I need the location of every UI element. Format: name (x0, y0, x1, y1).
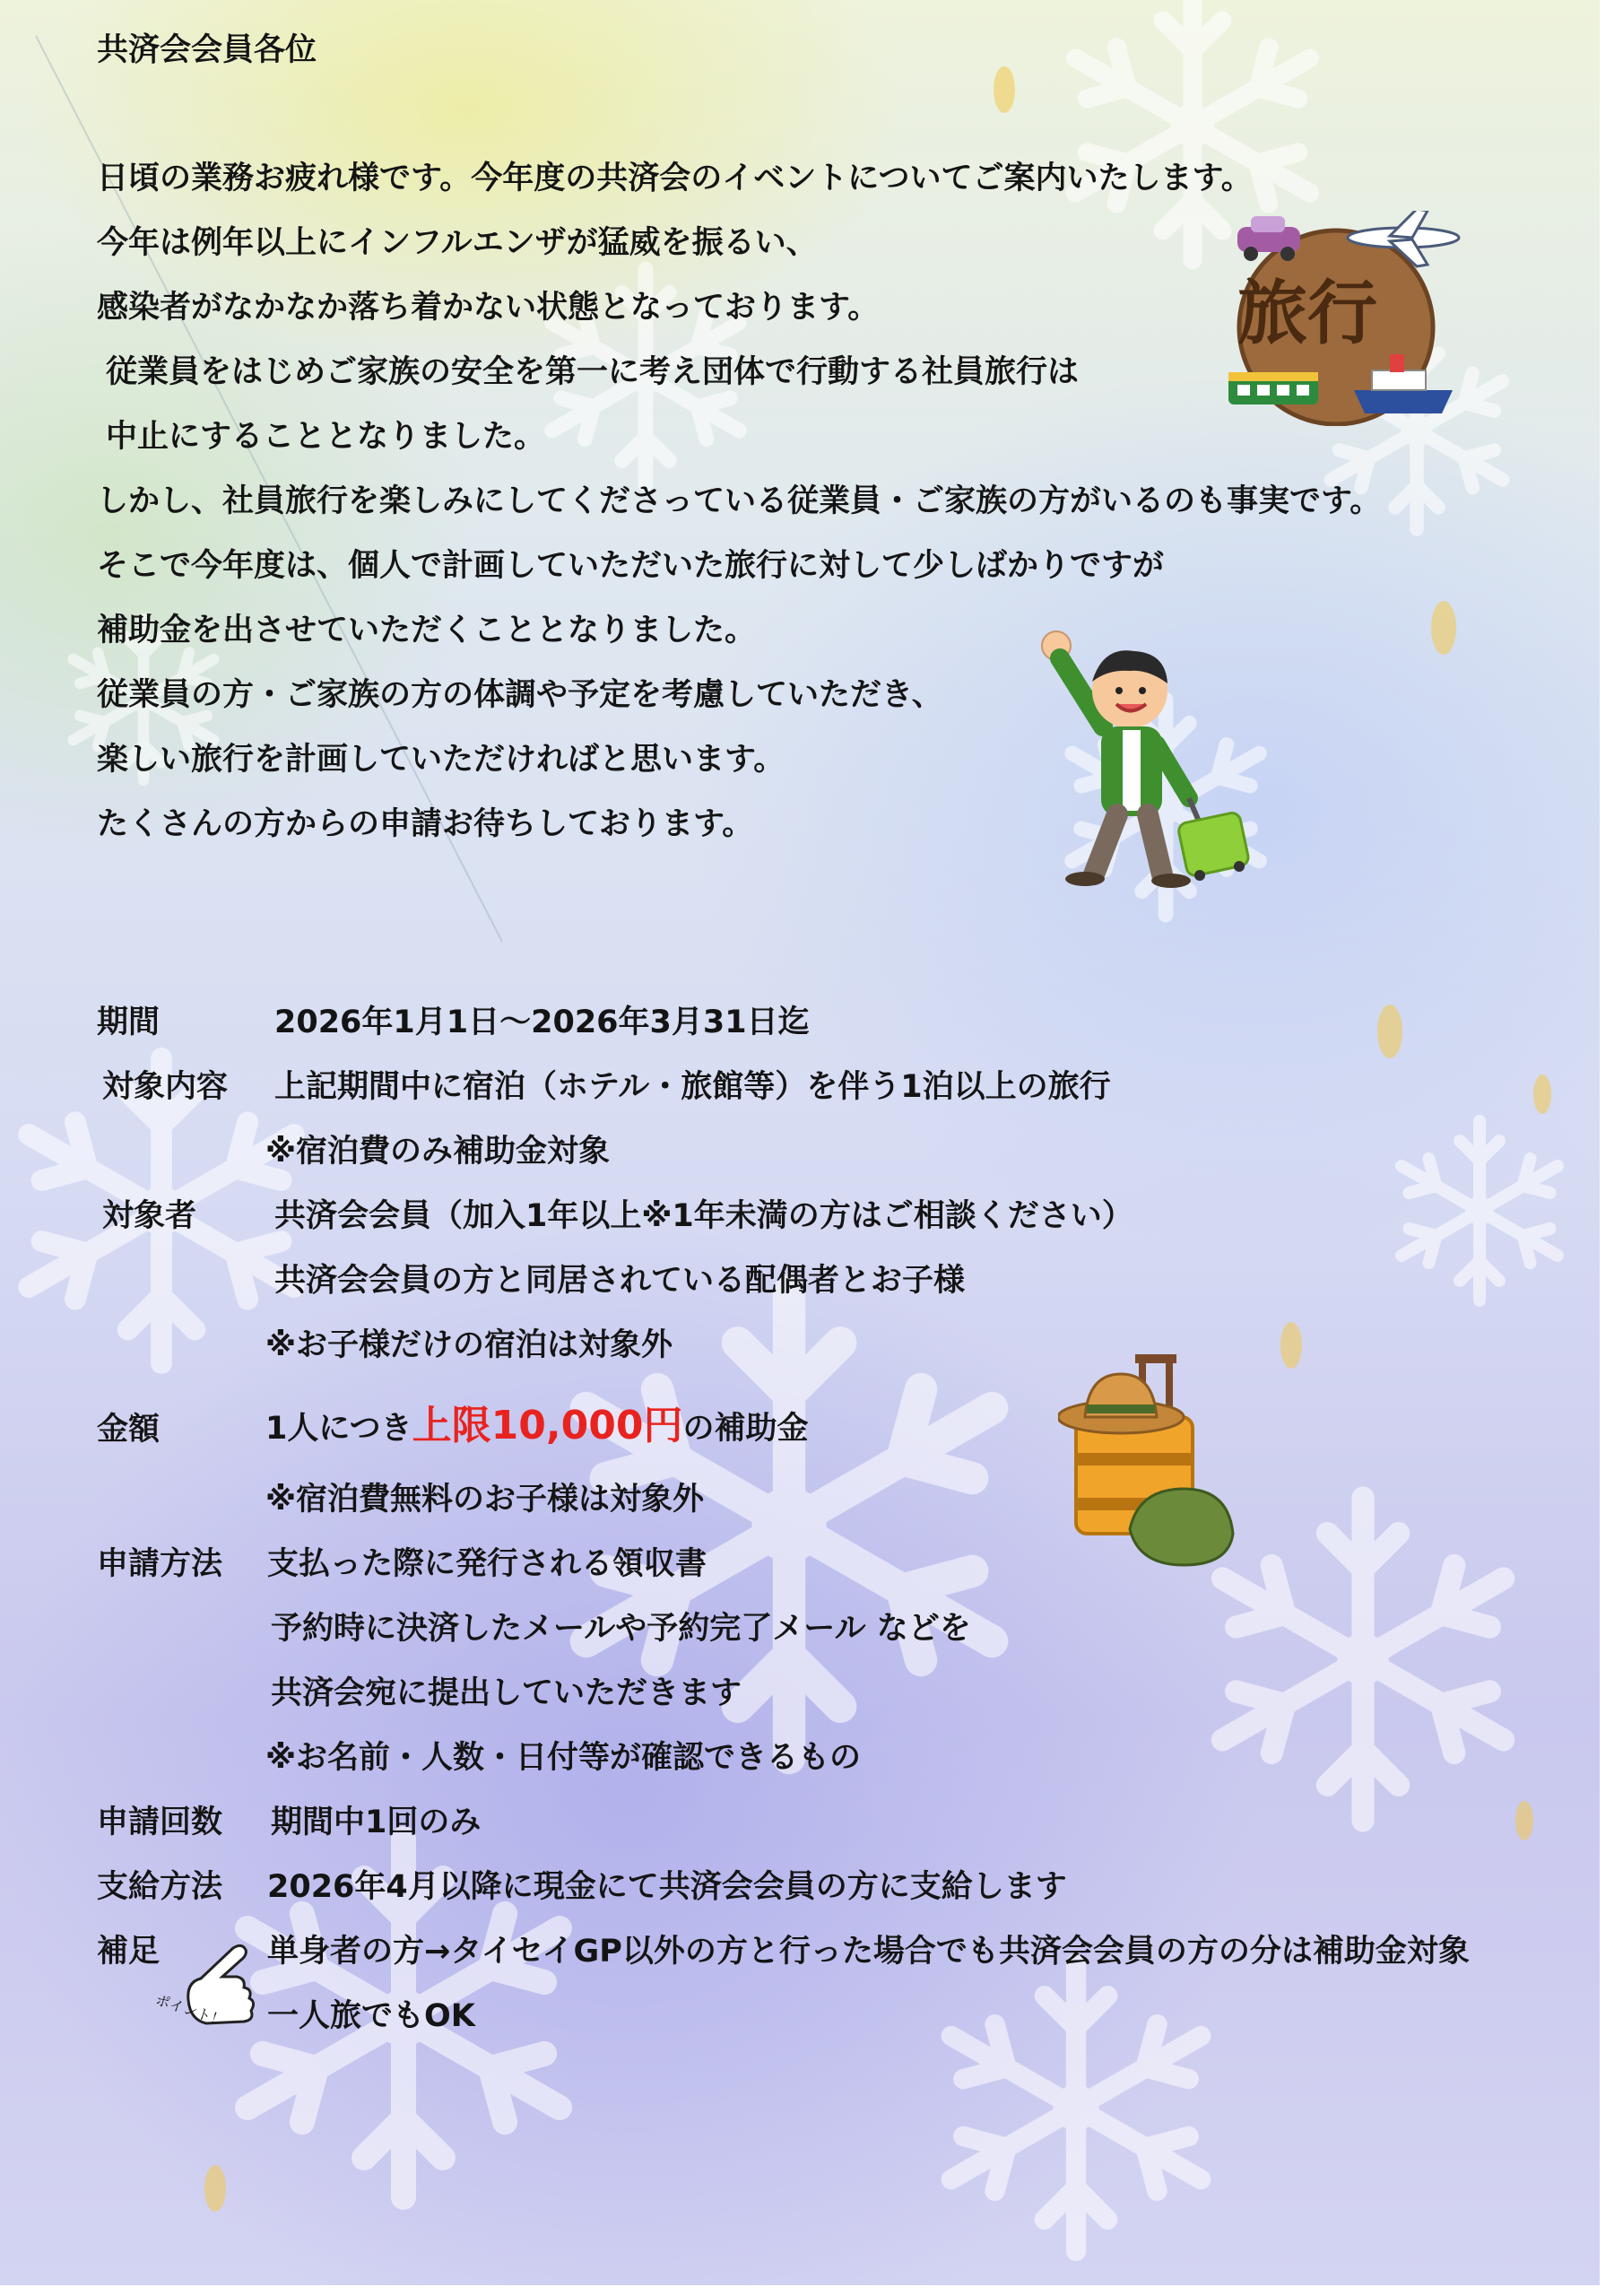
amount-prefix: 1人につき (265, 1411, 412, 1447)
eligible-line-2: 共済会会員の方と同居されている配偶者とお子様 (274, 1263, 966, 1299)
note-line-1: 単身者の方→タイセイGP以外の方と行った場合でも共済会会員の方の分は補助金対象 (267, 1934, 1470, 1970)
intro-line-6: しかし、社員旅行を楽しみにしてくださっている従業員・ご家族の方がいるのも事実です。 (97, 483, 1382, 519)
apply-method-label: 申請方法 (97, 1546, 223, 1582)
note-line-2: 一人旅でもOK (267, 1998, 475, 2034)
content-label: 対象内容 (102, 1069, 229, 1105)
apply-count-label: 申請回数 (97, 1805, 223, 1840)
amount-label: 金額 (97, 1412, 161, 1448)
salutation: 共済会会員各位 (97, 32, 317, 68)
intro-line-3: 感染者がなかなか落ち着かない状態となっております。 (97, 290, 880, 326)
intro-line-1: 日頃の業務お疲れ様です。今年度の共済会のイベントについてご案内いたします。 (97, 161, 1253, 196)
intro-line-10: 楽しい旅行を計画していただければと思います。 (97, 742, 785, 778)
car-icon (1237, 216, 1300, 261)
apply-method-line-3: 共済会宛に提出していただきます (271, 1675, 742, 1711)
intro-line-9: 従業員の方・ご家族の方の体調や予定を考慮していただき、 (97, 677, 943, 713)
amount-note: ※宿泊費無料のお子様は対象外 (265, 1482, 705, 1518)
apply-method-line-1: 支払った際に発行される領収書 (267, 1546, 707, 1582)
intro-line-8: 補助金を出させていただくこととなりました。 (97, 613, 757, 648)
payment-label: 支給方法 (97, 1869, 223, 1905)
note-label: 補足 (97, 1934, 161, 1970)
bag-icon (1130, 1489, 1233, 1565)
eligible-line-3: ※お子様だけの宿泊は対象外 (265, 1327, 673, 1363)
period-value: 2026年1月1日～2026年3月31日迄 (274, 1004, 810, 1040)
period-label: 期間 (97, 1004, 161, 1040)
traveler-illustration (1031, 619, 1264, 888)
content-line-2: ※宿泊費のみ補助金対象 (265, 1134, 611, 1170)
hat-icon (1058, 1374, 1184, 1433)
apply-count-value: 期間中1回のみ (271, 1805, 482, 1840)
apply-method-line-4: ※お名前・人数・日付等が確認できるもの (265, 1740, 862, 1776)
amount-highlight: 上限10,000円 (412, 1403, 683, 1448)
apply-method-line-2: 予約時に決済したメールや予約完了メール などを (271, 1611, 971, 1647)
amount-line (265, 1401, 808, 1454)
eligible-line-1: 共済会会員（加入1年以上※1年未満の方はご相談ください） (274, 1198, 1133, 1234)
amount-suffix: の補助金 (682, 1411, 809, 1447)
intro-line-11: たくさんの方からの申請お待ちしております。 (97, 806, 754, 842)
intro-line-4: 従業員をはじめご家族の安全を第一に考え団体で行動する社員旅行は (106, 354, 1080, 390)
travel-badge-text: 旅行 (1237, 273, 1378, 354)
intro-line-5: 中止にすることとなりました。 (106, 419, 546, 455)
suitcase-icon (1177, 798, 1250, 881)
eligible-label: 対象者 (102, 1198, 197, 1234)
payment-value: 2026年4月以降に現金にて共済会会員の方に支給します (267, 1869, 1067, 1905)
train-icon (1228, 372, 1318, 404)
intro-line-2: 今年は例年以上にインフルエンザが猛威を振るい、 (97, 225, 818, 261)
luggage-illustration (1058, 1354, 1237, 1578)
intro-line-7: そこで今年度は、個人で計画していただいた旅行に対して少しばかりですが (97, 548, 1165, 584)
content-line-1: 上記期間中に宿泊（ホテル・旅館等）を伴う1泊以上の旅行 (274, 1069, 1111, 1105)
pointer-caption: ポイント！ (153, 1991, 228, 2030)
